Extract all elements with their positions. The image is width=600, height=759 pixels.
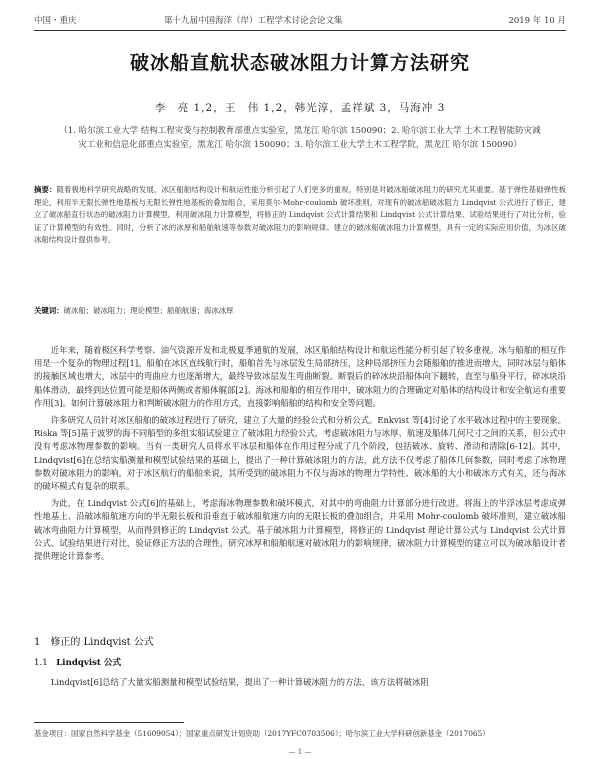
abstract	[34, 184, 566, 247]
subsection-heading	[34, 656, 121, 668]
running-header	[34, 14, 566, 28]
header-rule	[34, 30, 566, 31]
paragraph: Lindqvist[6]总结了大量实船测量和模型试验结果，提出了一种计算破冰阻力的方法，该方法将破冰阻	[50, 677, 429, 687]
section-heading: 1 修正的 Lindqvist 公式	[34, 637, 154, 648]
paragraph: 许多研究人员针对冰区船舶的破冰过程进行了研究，建立了大量的经验公式和分析公式。Enkvist 等[4]讨论了水平破冰过程中的主要现象。Riska 等[5]基于波罗的海不同船型的多组实船试验建立了破冰阻力经验公式，考虑破冰阻力与冰厚、航速及船体几何尺寸之间的关系，但公式中没有考虑冰物理参数的影响。当有一类研究人员将水平冰层和船体在作用过程分成了几个阶段，包括破冰、旋转、滑动和清除[6-12]。其中，Lindqvist[6]在总结实船测量和模型试验结果的基础上，提出了一种计算破冰阻力的方法，此方法不仅考虑了船体几何参数，同时考虑了冰物理参数对破冰阻力的影响。对于冰区航行的船舶来说，其所受到的破冰阻力不仅与海冰的物理力学特性、破冰船的大小和破冰方式有关，还与海冰的破坏模式有复杂的联系。	[34, 415, 566, 492]
abstract-label: 摘要：	[34, 185, 57, 194]
introduction	[34, 344, 566, 567]
paragraph: 为此，在 Lindqvist 公式[6]的基础上，考虑海冰物理参数和破坏模式，对其中的弯曲阻力计算部分进行改进。将海上的半浮冰层考虑成弹性地基上、沿破冰船航速方向的半无限长板和沿垂直于破冰船航速方向的无限长板的叠加组合，并采用 Mohr-coulomb 破坏准则，建立破冰船破冰弯曲阻力计算模型，从而得到修正的 Lindqvist 公式。基于破冰阻力计算模型，将修正的 Lindqvist 理论计算公式与 Lindqvist 公式计算公式、试验结果进行对比，验证修正方法的合理性，研究冰厚和船舶航速对破冰阻力的影响规律，破冰阻力计算模型的建立可以为破冰船设计者提供理论计算参考。	[34, 498, 566, 562]
header-location: 中国・重庆	[34, 16, 77, 26]
page-number: — 1 —	[288, 748, 312, 756]
subsection-title: Lindqvist 公式	[56, 658, 122, 668]
header-date: 2019 年 10 月	[508, 16, 566, 26]
paragraph: 近年来，随着极区科学考察、油气资源开发和北极夏季通航的发展，冰区船舶结构设计和航运性能分析引起了较多重视。冰与船舶的相互作用是一个复杂的物理过程[1]。船舶在冰区直线航行时，船舶首先与冰层发生局部挤压，这种局部挤压力会随船舶的推进而增大，同时冰层与船体的接触区域也增大，冰层中的弯曲应力也逐渐增大，最终导致冰层发生弯曲断裂。断裂后的碎冰块沿船体向下翻转，直至与船身平行，碎冰块沿船体滑动，最终到达位置可能是船体两侧或者船体艉部[2]。海冰和船舶的相互作用中，破冰阻力的合理确定对船体的结构设计和安全航运有重要作用[3]。如何计算破冰阻力和判断破冰阻力的作用方式，直接影响船舶的结构和安全等问题。	[34, 345, 566, 408]
paper-title: 破冰船直航状态破冰阻力计算方法研究	[129, 52, 470, 74]
funding-footnote: 基金项目：国家自然科学基金（51609054）；国家重点研发计划资助（2017YFC0703506）；哈尔滨工业大学科研创新基金（2017065）	[34, 729, 490, 738]
keywords-text: 破冰船；破冰阻力；理论模型；船舶航速；海冰冰厚	[63, 306, 234, 315]
affiliations: （1. 哈尔滨工业大学 结构工程灾变与控制教育部重点实验室，黑龙江 哈尔滨 150090；2. 哈尔滨工业大学 土木工程智能防灾减灾工业和信息化部重点实验室，黑龙江 哈尔滨 150090；3. 哈尔滨工业大学土木工程学院，黑龙江 哈尔滨 150090）	[59, 126, 541, 150]
keywords-label: 关键词：	[34, 306, 64, 315]
abstract-text: 随着极地科学研究战略的发展，冰区船舶结构设计和航运性能分析引起了人们更多的重视，特别是对破冰船破冰阻力的研究尤其重要。基于弹性基础弹性板理论，利用半无限长弹性地基板与无限长弹性地基板的叠加组合，采用莫尔-Mohr-coulomb 破坏准则，对现有的破冰船破冰阻力 Lindqvist 公式进行了修正，建立了破冰船直行状态的破冰阻力计算模型。利用破冰阻力计算模型，将修正的 Lindqvist 公式计算结果和 Lindqvist 公式计算结果、试验结果进行了对比分析，验证了计算模型的有效性。同时，分析了冰的冰厚和船舶航速等参数对破冰阻力的影响规律。建立的破冰船破冰阻力计算模型，具有一定的实际应用价值，为冰区破冰船结构设计提供参考。	[34, 185, 566, 245]
subsection-number: 1.1	[34, 658, 48, 668]
footnote-rule	[34, 722, 184, 723]
author-list: 李 亮 1,2，王 伟 1,2，韩光淳，孟祥斌 3，马海冲 3	[154, 102, 446, 114]
header-proceedings: 第十九届中国海洋（岸）工程学术讨论会论文集	[164, 16, 343, 26]
keywords	[34, 305, 566, 316]
